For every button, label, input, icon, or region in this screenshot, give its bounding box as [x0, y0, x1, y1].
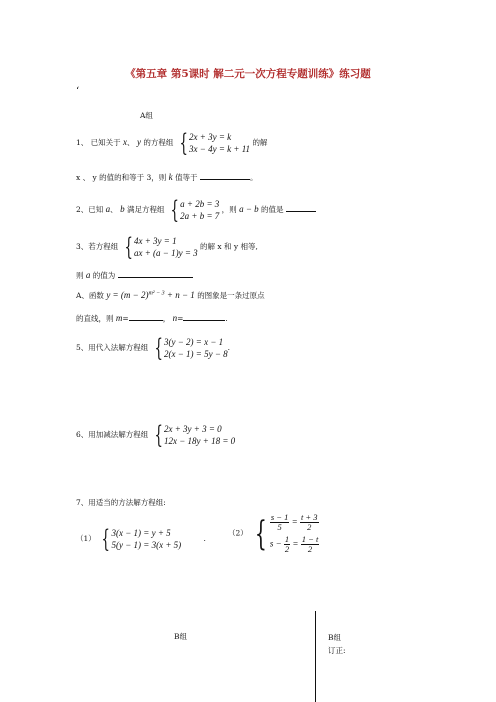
q3-equation-system [121, 235, 198, 259]
q7-part2-row-1 [270, 513, 320, 532]
q1-var-k: k [168, 172, 173, 182]
q2-end2: 的值是 [261, 205, 284, 214]
q4-line2b: = [122, 314, 129, 323]
q4-line2c: ， [162, 314, 171, 323]
q1-equation-system [176, 131, 250, 155]
question-5 [76, 336, 230, 360]
q2-equation-2: 2a + b = 7 [180, 211, 220, 221]
q1-mid: 的方程组 [143, 138, 174, 147]
question-4-line-2 [76, 312, 228, 324]
q3-equation-2: ax + (a − 1)y = 3 [133, 248, 198, 258]
group-b-heading: B组 [174, 632, 188, 641]
q6-equation-system [151, 423, 236, 447]
equals-sign: = [291, 516, 298, 527]
q1-line2a: x 、 y 的值的和等于 3，则 [76, 173, 167, 182]
q2-var-a: a [105, 204, 111, 214]
q2-lead: 2、已知 [76, 205, 104, 214]
question-6 [76, 423, 235, 447]
q7-part1-equation-1: 3(x − 1) = y + 5 [111, 528, 171, 538]
question-1 [76, 131, 267, 155]
brace: { [154, 421, 163, 449]
q7-part1-label: （1） [76, 534, 96, 543]
question-7-part-2 [228, 513, 319, 554]
q6-lead: 6、用加减法解方程组 [76, 430, 149, 439]
q1-var-x: x [123, 137, 128, 147]
question-7-part-1 [76, 527, 206, 551]
q2-mid: 满足方程组 [126, 205, 165, 214]
fraction-numerator: t + 3 [300, 512, 318, 522]
q6-equation-1: 2x + 3y + 3 = 0 [163, 424, 222, 434]
q4-exponent: m² − 3 [148, 290, 165, 297]
q2-equation-system [167, 198, 219, 222]
q2-equation-1: a + 2b = 3 [180, 199, 220, 209]
question-2 [76, 198, 316, 222]
group-a-heading: A组 [140, 111, 153, 120]
q5-lead: 5、用代入法解方程组 [76, 343, 149, 352]
q3-var-a: a [85, 270, 91, 280]
q1-line2b: 值等于 [175, 173, 198, 182]
q2-var-b: b [120, 204, 125, 214]
q2-sep: 、 [110, 205, 118, 214]
answer-blank [286, 203, 316, 212]
q7-part2-s-minus: s − [269, 538, 282, 549]
brace: { [170, 196, 179, 224]
q1-sep: 、 [127, 138, 135, 147]
q2-end1: ，则 [221, 205, 237, 214]
q2-expression: a − b [239, 204, 259, 214]
q1-equation-2: 3x − 4y = k + 11 [189, 144, 251, 154]
q4-var-n: n [172, 313, 178, 323]
q4-lead: A、函数 [76, 291, 104, 300]
q3-end: 的解 x 和 y 相等, [200, 242, 258, 251]
question-3-line-2 [76, 269, 193, 281]
q4-var-m: m [115, 313, 123, 323]
q3-line2a: 则 [76, 271, 84, 280]
q5-equation-1: 3(y − 2) = x − 1 [163, 337, 224, 347]
answer-blank [183, 312, 228, 323]
q1-line2c: 。 [249, 173, 258, 182]
q4-function-tail: + n − 1 [164, 290, 195, 300]
q1-equation-1: 2x + 3y = k [189, 132, 232, 142]
q1-var-y: y [136, 137, 141, 147]
question-7: 7、用适当的方法解方程组: [76, 498, 166, 507]
side-correction-label: 订正: [328, 646, 346, 655]
fraction-denominator: 2 [307, 522, 312, 532]
q7-part1-end: . [203, 534, 206, 543]
q4-function: y = (m − 2) [106, 290, 149, 300]
brace: { [255, 513, 267, 554]
answer-blank [129, 312, 163, 321]
fraction-denominator: 2 [307, 544, 313, 554]
q1-end: 的解 [252, 138, 268, 147]
brace: { [124, 233, 133, 261]
fraction-denominator: 2 [284, 544, 290, 554]
fraction-numerator: s − 1 [270, 512, 289, 522]
brace: { [179, 129, 188, 157]
q7-part2-label: （2） [228, 528, 248, 538]
q3-equation-1: 4x + 3y = 1 [133, 236, 177, 246]
q4-end: 的图象是一条过原点 [197, 291, 265, 300]
q5-end: . [227, 343, 231, 352]
q7-part2-row-2 [270, 535, 320, 554]
q6-equation-2: 12x − 18y + 18 = 0 [163, 436, 236, 446]
fraction-denominator: 5 [277, 522, 282, 532]
answer-blank [118, 269, 193, 278]
q7-part1-system [98, 527, 181, 551]
stray-mark: ‘ [76, 86, 80, 97]
page-title: 《第五章 第5课时 解二元一次方程专题训练》练习题 [125, 68, 371, 80]
fraction-numerator: 1 − t [301, 534, 319, 544]
side-group-b-title: B组 [328, 633, 342, 642]
q4-line2a: 的直线，则 [76, 314, 114, 323]
question-4 [76, 290, 265, 301]
brace: { [101, 525, 111, 553]
question-3 [76, 235, 258, 259]
q7-part1-equation-2: 5(y − 1) = 3(x + 5) [111, 540, 182, 550]
q5-equation-2: 2(x − 1) = 5y − 8 [163, 349, 228, 359]
question-1-line-2 [76, 171, 257, 183]
q3-line2b: 的值为 [92, 271, 116, 280]
equals-sign: = [292, 538, 299, 549]
fraction-numerator: 1 [284, 534, 290, 544]
q4-line2d: = [177, 314, 184, 323]
q1-lead: 1、 已知关于 [76, 138, 121, 147]
margin-divider [315, 611, 316, 702]
q4-line2e: . [225, 314, 228, 323]
q3-lead: 3、若方程组 [76, 242, 119, 251]
q5-equation-system [151, 334, 231, 362]
answer-blank [200, 171, 250, 180]
brace: { [154, 334, 163, 362]
q7-part2-system [250, 513, 319, 554]
